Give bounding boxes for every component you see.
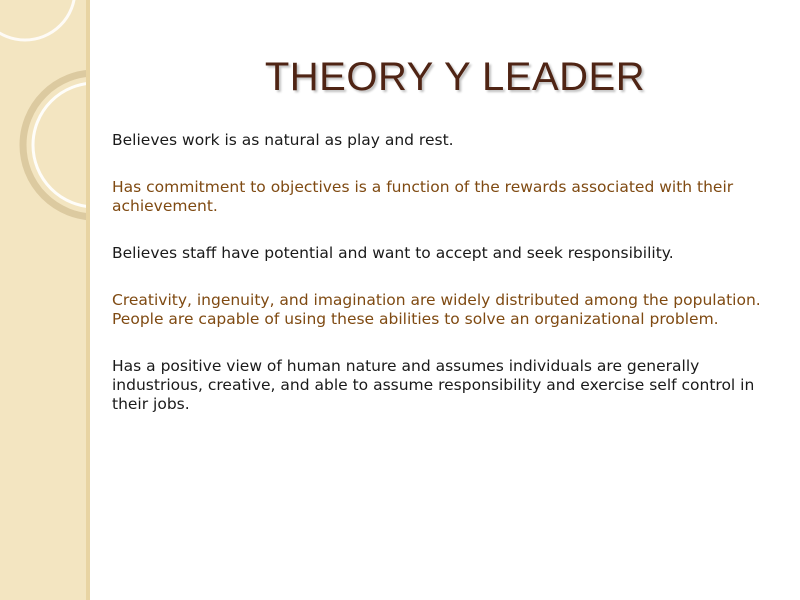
sidebar-edge [86,0,90,600]
slide-body [112,131,772,442]
paragraph-staff-potential: Believes staff have potential and want to accept and seek responsibility. [112,244,674,262]
decorative-circles [0,0,90,600]
decorative-sidebar [0,0,90,600]
paragraph-commitment-rewards: Has commitment to objectives is a function of the rewards associated with their achievement. [112,178,734,215]
paragraph-work-natural: Believes work is as natural as play and rest. [112,131,454,149]
paragraph-creativity: Creativity, ingenuity, and imagination are widely distributed among the population. People are capable of using these abilities to solve an organizational problem. [112,291,761,328]
slide-title: THEORY Y LEADER [264,55,646,99]
paragraph-positive-view: Has a positive view of human nature and assumes individuals are generally industrious, creative, and able to assume responsibility and exercise self control in their jobs. [112,357,755,413]
